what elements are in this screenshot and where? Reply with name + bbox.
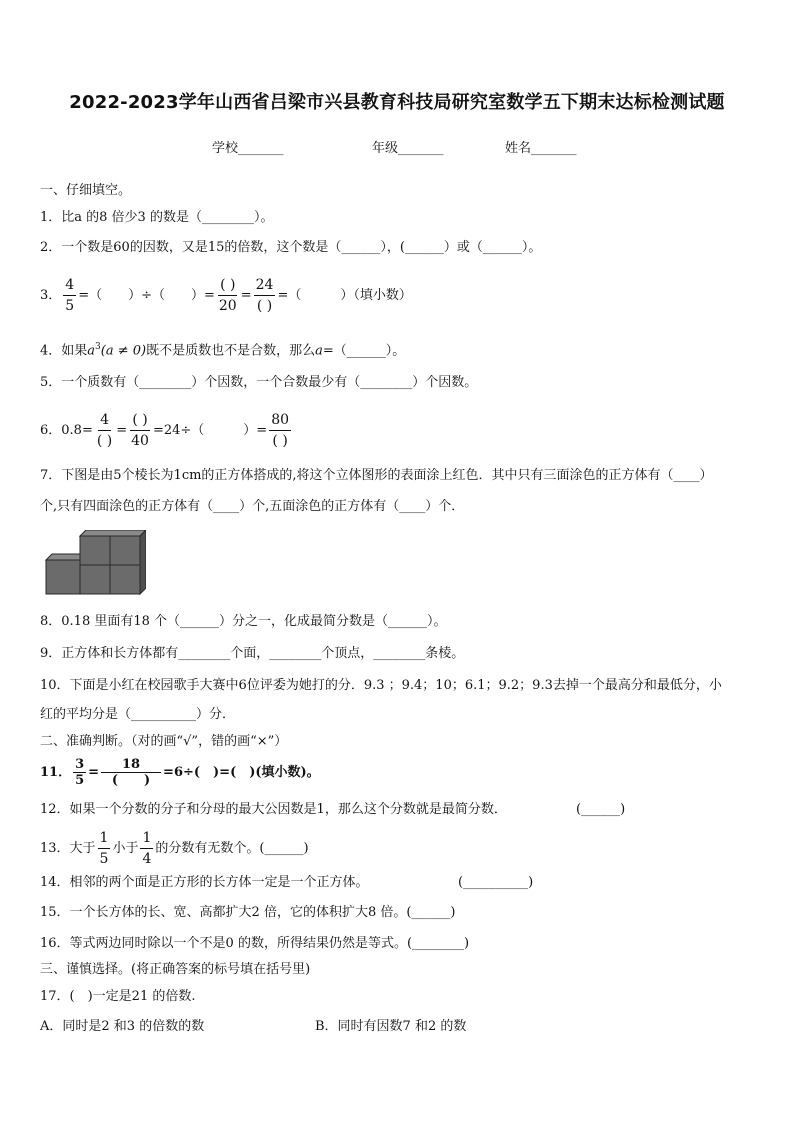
q6-f2-num: ( ): [130, 410, 149, 431]
q6-f1-den: ( ): [96, 433, 113, 449]
cube-stack-icon: [42, 530, 146, 600]
q6-eq1: =: [116, 422, 128, 438]
q11-eq: =: [88, 764, 100, 780]
q11-fraction-2: [101, 757, 161, 788]
question-9: 9．正方体和长方体都有________个面，________个顶点，________条棱。: [40, 646, 465, 661]
q6-f1-num: 4: [98, 410, 111, 431]
q6-f2-den: 40: [131, 433, 149, 449]
cube-stack-figure: [42, 530, 146, 600]
question-12-blank[interactable]: (______): [576, 802, 626, 817]
document-title: 2022-2023学年山西省吕梁市兴县教育科技局研究室数学五下期末达标检测试题: [69, 92, 725, 113]
section3-heading: 三、谨慎选择。(将正确答案的标号填在括号里): [40, 962, 311, 977]
question-5: 5．一个质数有（________）个因数，一个合数最少有（________）个因数。: [40, 375, 478, 390]
q3-f2-den: 20: [218, 298, 237, 314]
q3-number: 3．: [40, 287, 62, 303]
q11-fraction-1: [73, 757, 86, 788]
q13-fraction-1: [98, 828, 111, 869]
question-4: [40, 338, 405, 360]
question-13: [40, 828, 309, 869]
q11-f1-num: 3: [75, 757, 85, 772]
q13-f1-den: 5: [99, 851, 109, 867]
q3-f1-num: 4: [63, 275, 76, 296]
grade-field[interactable]: 年级_______: [372, 141, 444, 156]
q4-var-a: a: [87, 343, 96, 359]
q6-fraction-1: [95, 410, 114, 451]
q13-tail: 的分数有无数个。(______): [155, 840, 309, 856]
q4-condition: (a ≠ 0): [100, 343, 147, 359]
question-7-line-1: 7．下图是由5个棱长为1cm的正方体搭成的,将这个立体图形的表面涂上红色．其中只有三面涂色的正方体有（____）: [40, 468, 713, 483]
question-7-line-2: 个,只有四面涂色的正方体有（____）个,五面涂色的正方体有（____）个．: [40, 499, 465, 514]
q11-pre: 11．: [40, 764, 72, 780]
option-b[interactable]: B．同时有因数7 和2 的数: [315, 1019, 467, 1034]
q13-fraction-2: [140, 828, 153, 869]
q4-exponent: 3: [95, 342, 101, 352]
option-a[interactable]: A．同时是2 和3 的倍数的数: [40, 1019, 205, 1034]
q4-mid: 既不是质数也不是合数，那么: [146, 343, 316, 359]
q3-mid: =（ ）÷（ ）=: [78, 287, 215, 303]
q11-f1-den: 5: [75, 773, 85, 788]
question-12: 12．如果一个分数的分子和分母的最大公因数是1，那么这个分数就是最简分数．: [40, 802, 507, 817]
q3-tail: =（ ）（填小数）: [277, 287, 412, 303]
question-11: [40, 757, 320, 788]
question-10-line-1: 10．下面是小红在校园歌手大赛中6位评委为她打的分．9.3 ；9.4；10；6.1；9.2；9.3去掉一个最高分和最低分，小: [40, 678, 722, 693]
question-1: 1．比a 的8 倍少3 的数是（________）。: [40, 210, 274, 225]
q3-f2-num: ( ): [218, 275, 237, 296]
question-10-line-2: 红的平均分是（__________）分．: [40, 707, 236, 722]
q3-eq: =: [240, 287, 252, 303]
q3-fraction-3: [254, 275, 276, 316]
question-2: 2．一个数是60的因数，又是15的倍数，这个数是（______），(______）或（______）。: [40, 240, 542, 255]
section2-heading: 二、准确判断。（对的画“√”，错的画“×”）: [40, 734, 288, 749]
q3-f3-den: ( ): [256, 298, 273, 314]
q4-pre: 4．如果: [40, 343, 88, 359]
q11-tail: =6÷( )=( )(填小数)。: [163, 764, 320, 780]
q13-f2-den: 4: [142, 851, 152, 867]
q13-f1-num: 1: [98, 828, 111, 849]
q6-mid: =24÷（ ）=: [152, 422, 268, 438]
section1-heading: 一、仔细填空。: [40, 183, 132, 198]
question-17: 17．( )一定是21 的倍数.: [40, 989, 196, 1004]
question-15: 15．一个长方体的长、宽、高都扩大2 倍，它的体积扩大8 倍。(______): [40, 905, 456, 920]
question-14-blank[interactable]: (__________): [458, 875, 534, 890]
question-16: 16．等式两边同时除以一个不是0 的数，所得结果仍然是等式。(________): [40, 936, 470, 951]
q6-f3-den: ( ): [272, 433, 288, 449]
q6-f3-num: 80: [269, 410, 291, 431]
question-14: 14．相邻的两个面是正方形的长方体一定是一个正方体。: [40, 875, 369, 890]
q3-fraction-2: [217, 275, 239, 316]
q13-pre: 13．大于: [40, 840, 96, 856]
q11-f2-den: ( ): [111, 773, 151, 788]
q3-fraction-1: [63, 275, 76, 316]
q4-var-a2: a: [315, 343, 323, 359]
name-field[interactable]: 姓名_______: [505, 141, 577, 156]
q4-tail: =（______）。: [322, 343, 406, 359]
question-3: [40, 275, 412, 316]
q6-fraction-3: [269, 410, 291, 451]
question-6: [40, 410, 293, 451]
question-8: 8．0.18 里面有18 个（______）分之一，化成最简分数是（______）。: [40, 614, 447, 629]
q13-mid: 小于: [112, 840, 139, 856]
q6-fraction-2: [129, 410, 151, 451]
q13-f2-num: 1: [140, 828, 153, 849]
school-field[interactable]: 学校_______: [212, 141, 284, 156]
q6-pre: 6．0.8=: [40, 422, 93, 438]
q11-f2-num: 18: [101, 757, 161, 773]
q3-f3-num: 24: [254, 275, 276, 296]
q3-f1-den: 5: [65, 298, 75, 314]
